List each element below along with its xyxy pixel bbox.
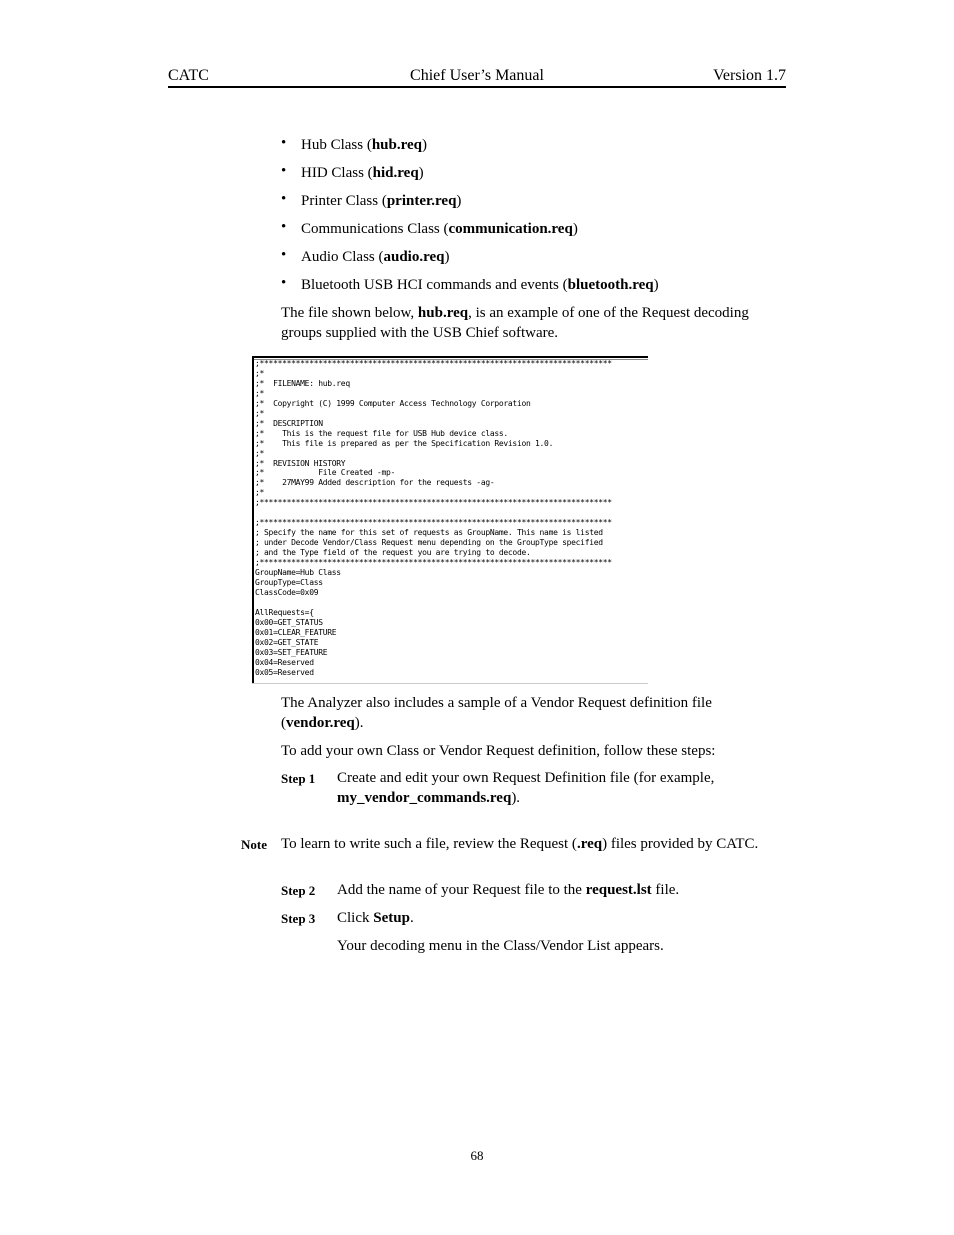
step1-text-line2: my_vendor_commands.req). — [337, 790, 521, 806]
code-line: 0x05=Reserved — [255, 667, 314, 677]
code-line: ;* File Created -mp- — [255, 468, 396, 478]
code-line: ; Specify the name for this set of requests as GroupName. This name is listed — [255, 528, 603, 538]
code-line: ;* This file is prepared as per the Specification Revision 1.0. — [255, 438, 554, 448]
code-line: 0x00=GET_STATUS — [255, 617, 323, 627]
analyzer-paragraph-line1: The Analyzer also includes a sample of a Vendor Request definition file — [281, 695, 712, 711]
code-line: 0x04=Reserved — [255, 657, 314, 667]
step2-label: Step 2 — [281, 883, 316, 898]
bullet-icon: • — [281, 135, 287, 151]
code-line: ;****************************************************************************** — [255, 558, 612, 568]
code-line: ;* — [255, 388, 265, 398]
header-version: Version 1.7 — [713, 67, 786, 84]
code-line: ;* Copyright (C) 1999 Computer Access Technology Corporation — [255, 398, 531, 408]
step3-text: Click Setup. — [337, 910, 414, 926]
bullet-icon: • — [281, 191, 287, 207]
code-line: ;* REVISION HISTORY — [255, 458, 346, 468]
code-line: ;****************************************************************************** — [255, 518, 612, 528]
code-line: 0x03=SET_FEATURE — [255, 647, 328, 657]
bullet-icon: • — [281, 275, 287, 291]
code-line: ; and the Type field of the request you are trying to decode. — [255, 548, 531, 558]
code-line: 0x01=CLEAR_FEATURE — [255, 627, 337, 637]
code-line: ; under Decode Vendor/Class Request menu depending on the GroupType specified — [255, 538, 603, 548]
hub-req-file-screenshot — [252, 356, 648, 684]
code-line: ;* This is the request file for USB Hub device class. — [255, 428, 508, 438]
code-line: 0x02=GET_STATE — [255, 637, 319, 647]
header-title: Chief User’s Manual — [410, 67, 544, 84]
code-line: ;****************************************************************************** — [255, 498, 612, 508]
code-line: ;* DESCRIPTION — [255, 418, 323, 428]
code-line: AllRequests={ — [255, 607, 314, 617]
bullet-icon: • — [281, 163, 287, 179]
header-rule — [168, 86, 786, 88]
step1-text-line1: Create and edit your own Request Definition file (for example, — [337, 770, 715, 786]
code-line: ;* — [255, 448, 265, 458]
code-listing — [255, 359, 612, 678]
bullet-icon: • — [281, 219, 287, 235]
intro-paragraph-line1: The file shown below, hub.req, is an example of one of the Request decoding — [281, 305, 749, 321]
header-left: CATC — [168, 67, 209, 84]
step3-result: Your decoding menu in the Class/Vendor List appears. — [337, 938, 664, 954]
code-line: ;* — [255, 408, 265, 418]
analyzer-paragraph-line2: (vendor.req). — [281, 715, 364, 731]
code-line: ;* — [255, 488, 265, 498]
steps-intro: To add your own Class or Vendor Request definition, follow these steps: — [281, 743, 716, 759]
screenshot-border-top — [252, 356, 648, 358]
code-line: GroupType=Class — [255, 577, 323, 587]
page-number: 68 — [470, 1148, 484, 1163]
code-line: ;* FILENAME: hub.req — [255, 378, 350, 388]
screenshot-border-left — [252, 356, 254, 684]
step3-label: Step 3 — [281, 911, 316, 926]
code-line: GroupName=Hub Class — [255, 568, 341, 578]
note-label: Note — [241, 837, 267, 852]
code-line: ;* — [255, 368, 265, 378]
intro-paragraph-line2: groups supplied with the USB Chief software. — [281, 325, 559, 341]
code-line: ClassCode=0x09 — [255, 587, 319, 597]
note-text: To learn to write such a file, review the Request (.req) files provided by CATC. — [281, 836, 759, 852]
code-line: ;****************************************************************************** — [255, 359, 612, 368]
step2-text: Add the name of your Request file to the request.lst file. — [337, 882, 680, 898]
screenshot-border-bottom — [252, 683, 648, 684]
code-line: ;* 27MAY99 Added description for the requests -ag- — [255, 478, 495, 488]
step1-label: Step 1 — [281, 771, 316, 786]
bullet-icon: • — [281, 247, 287, 263]
